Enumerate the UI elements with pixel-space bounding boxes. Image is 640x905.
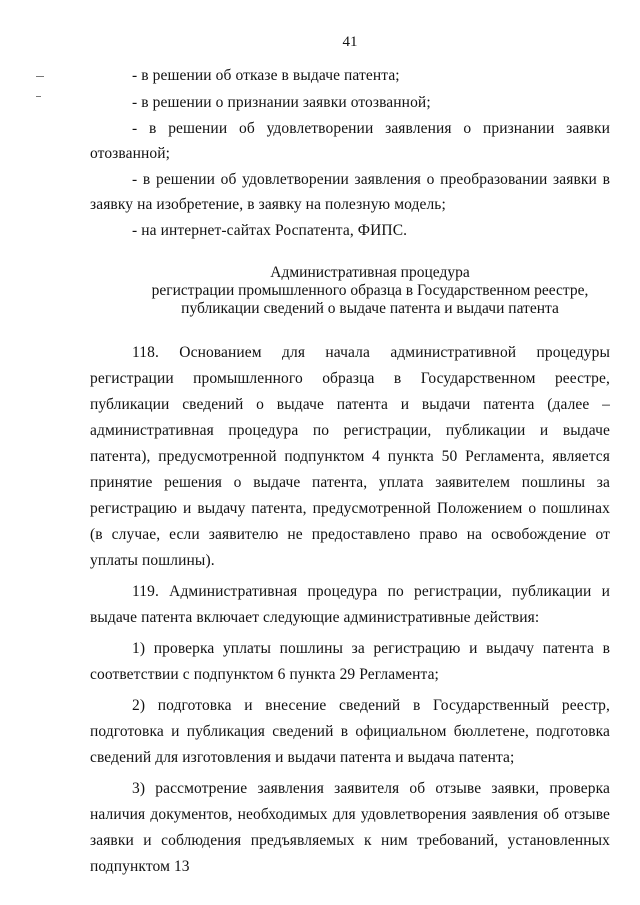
main-text (90, 340, 610, 880)
list-item-1: 1) проверка уплаты пошлины за регистрацию и выдачу патента в соответствии с подпунктом 6 пункта 29 Регламента; (90, 640, 610, 683)
bullet-list (90, 64, 610, 244)
paragraph-118: 118. Основанием для начала административной процедуры регистрации промышленного образца в Государственном реестре, публикации сведений о выдаче патента и выдачи патента (далее – административная процедура по регистрации, публикации и выдаче патента), предусмотренной подпунктом 4 пункта 50 Регламента, является принятие решения о выдаче патента, уплата заявителем пошлины за регистрацию и выдачу патента, предусмотренной Положением о пошлинах (в случае, если заявителю не предоставлено право на освобождение от уплаты пошлины). (90, 344, 610, 569)
scan-artifact-mark (36, 76, 44, 77)
list-item-2: 2) подготовка и внесение сведений в Государственный реестр, подготовка и публикация сведений в официальном бюллетене, подготовка сведений для изготовления и выдачи патента и выдача патента; (90, 697, 610, 766)
page-number: 41 (342, 34, 358, 50)
section-heading-line: регистрации промышленного образца в Государственном реестре, (151, 282, 589, 299)
paragraph-119: 119. Административная процедура по регистрации, публикации и выдаче патента включает следующие административные действия: (90, 583, 610, 626)
scan-artifact-mark (36, 96, 41, 97)
section-heading (90, 264, 640, 318)
bullet-item: - в решении об удовлетворении заявления о преобразовании заявки в заявку на изобретение, в заявку на полезную модель; (90, 171, 610, 213)
section-heading-line: Административная процедура (270, 264, 470, 281)
list-item-3: 3) рассмотрение заявления заявителя об отзыве заявки, проверка наличия документов, необходимых для удовлетворения заявления об отзыве заявки и соблюдения предъявляемых к ним требований, установленных подпунктом 13 (90, 780, 610, 875)
bullet-item: - в решении об отказе в выдаче патента; (132, 67, 400, 84)
bullet-item: - на интернет-сайтах Роспатента, ФИПС. (132, 222, 408, 239)
bullet-item: - в решении о признании заявки отозванной; (132, 93, 431, 111)
bullet-item: - в решении об удовлетворении заявления о признании заявки отозванной; (90, 120, 610, 162)
section-heading-line: публикации сведений о выдаче патента и выдачи патента (181, 300, 559, 317)
